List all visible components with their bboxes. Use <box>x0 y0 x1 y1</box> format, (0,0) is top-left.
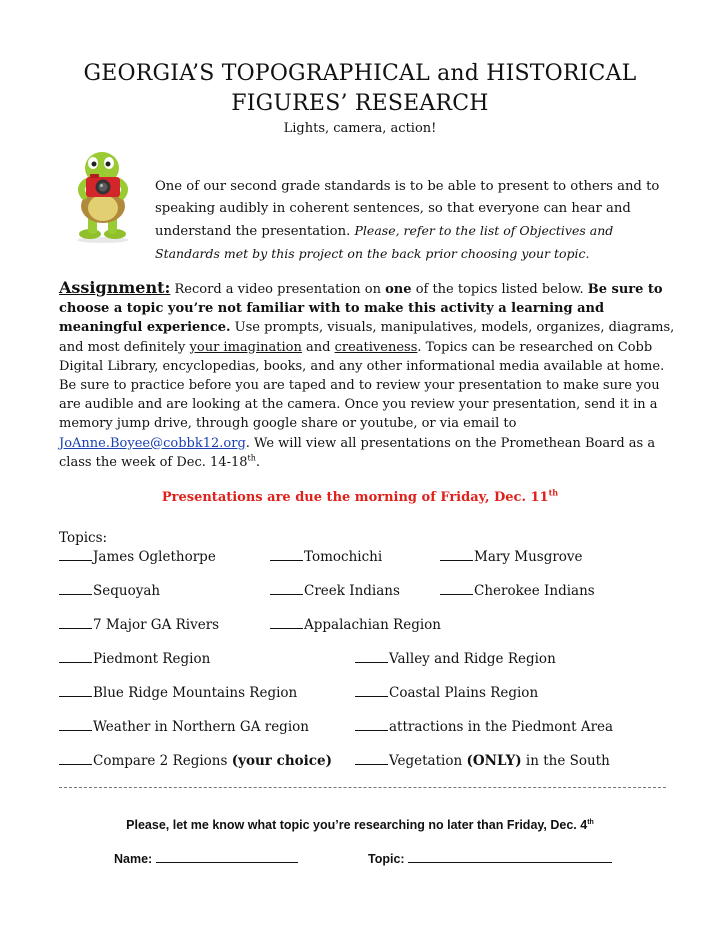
assignment-text-4: . Topics can be researched on Cobb Digital Library, encyclopedias, books, and any other informational media available at home. Be sure to practice before you are taped and to review your presentation to make sure you are audible and are looking at the camera. Once you review your presentation, send it in a memory jump drive, through google share or youtube, or via email to <box>59 339 665 432</box>
assignment-emphasis-one: one <box>385 282 412 297</box>
topic-text: 7 Major GA Rivers <box>93 617 220 633</box>
topic-text: Vegetation <box>389 753 463 769</box>
topic-blank[interactable] <box>440 559 473 561</box>
topic-text: Appalachian Region <box>304 617 441 633</box>
topic-blank[interactable] <box>270 593 303 595</box>
topic-item-vegetation[interactable] <box>355 753 610 769</box>
topic-text-tail: in the South <box>525 753 610 769</box>
topic-text: Valley and Ridge Region <box>389 651 556 667</box>
topic-blank[interactable] <box>270 559 303 561</box>
topic-field[interactable] <box>368 850 612 866</box>
topic-blank[interactable] <box>59 695 92 697</box>
topic-text: Coastal Plains Region <box>389 685 539 701</box>
topic-item[interactable] <box>59 651 210 667</box>
topic-item[interactable] <box>270 583 400 599</box>
assignment-sup: th <box>247 453 256 463</box>
name-label: Name: <box>114 852 153 866</box>
due-text: Presentations are due the morning of Friday, Dec. 11 <box>161 490 549 505</box>
assignment-paragraph <box>59 278 676 472</box>
topic-item[interactable] <box>270 549 382 565</box>
title-line-2: FIGURES’ RESEARCH <box>231 91 489 116</box>
subtitle: Lights, camera, action! <box>283 121 437 136</box>
topic-text-bold: (your choice) <box>231 753 332 769</box>
assignment-emphasis-choose: Be sure to choose a topic you’re not familiar with to make this activity a learning and meaningful experience. <box>59 282 663 336</box>
topic-item[interactable] <box>59 549 216 565</box>
due-date-notice <box>0 487 720 505</box>
footer-text: Please, let me know what topic you’re researching no later than Friday, Dec. 4 <box>126 818 588 832</box>
topic-text: Creek Indians <box>304 583 400 599</box>
assignment-creativeness: creativeness <box>334 339 418 355</box>
topic-blank[interactable] <box>59 661 92 663</box>
topic-item[interactable] <box>355 719 613 735</box>
topic-item[interactable] <box>59 617 219 633</box>
topic-item[interactable] <box>59 719 309 735</box>
topic-label: Topic: <box>368 852 405 866</box>
assignment-imagination: your imagination <box>189 339 302 355</box>
email-link[interactable]: JoAnne.Boyee@cobbk12.org <box>59 435 246 451</box>
turtle-camera-illustration <box>62 148 144 244</box>
topic-blank[interactable] <box>355 729 388 731</box>
assignment-text-2: of the topics listed below. <box>415 282 584 297</box>
topic-item[interactable] <box>355 685 538 701</box>
intro-paragraph <box>155 176 675 266</box>
assignment-label: Assignment: <box>59 278 171 297</box>
topic-blank[interactable] <box>440 593 473 595</box>
topic-item[interactable] <box>440 583 595 599</box>
topic-item-compare-regions[interactable] <box>59 753 332 769</box>
topic-blank[interactable] <box>59 559 92 561</box>
topic-text: Weather in Northern GA region <box>93 719 309 735</box>
topic-text: Piedmont Region <box>93 651 211 667</box>
assignment-text-5: . We will view all presentations on the Promethean Board as a class the week of Dec. 14-18 <box>59 435 656 470</box>
intro-text: One of our second grade standards is to be able to present to others and to speaking audibly in coherent sentences, so that everyone can hear and understand the presentation. <box>155 179 660 239</box>
topic-text: Sequoyah <box>93 583 161 599</box>
assignment-text-and: and <box>306 339 331 355</box>
topic-blank[interactable] <box>270 627 303 629</box>
topic-blank[interactable] <box>59 729 92 731</box>
topic-blank[interactable] <box>355 763 388 765</box>
name-line[interactable] <box>156 850 298 863</box>
topic-line[interactable] <box>408 850 612 863</box>
intro-note: Please, refer to the list of Objectives and Standards met by this project on the back prior choosing your topic. <box>155 223 614 261</box>
topic-blank[interactable] <box>355 661 388 663</box>
topic-item[interactable] <box>355 651 556 667</box>
footer-request <box>0 818 720 832</box>
topic-blank[interactable] <box>59 627 92 629</box>
name-field[interactable] <box>114 850 298 866</box>
topic-text: Blue Ridge Mountains Region <box>93 685 298 701</box>
topic-item[interactable] <box>440 549 583 565</box>
topic-item[interactable] <box>59 685 297 701</box>
topic-text: Mary Musgrove <box>474 549 583 565</box>
topic-blank[interactable] <box>59 763 92 765</box>
topic-blank[interactable] <box>355 695 388 697</box>
assignment-text-3: Use prompts, visuals, manipulatives, models, organizes, diagrams, and most definitely <box>59 320 675 355</box>
topic-text-bold: (ONLY) <box>466 753 522 769</box>
due-sup: th <box>548 487 559 498</box>
cut-line-divider <box>59 787 666 788</box>
topic-text: Cherokee Indians <box>474 583 595 599</box>
topic-text: James Oglethorpe <box>93 549 216 565</box>
topic-text: Tomochichi <box>304 549 383 565</box>
topic-text: attractions in the Piedmont Area <box>389 719 614 735</box>
assignment-text-1: Record a video presentation on <box>174 282 381 297</box>
assignment-text-end: . <box>255 454 261 470</box>
topic-item[interactable] <box>59 583 160 599</box>
topic-item[interactable] <box>270 617 441 633</box>
title-line-1: GEORGIA’S TOPOGRAPHICAL and HISTORICAL <box>83 61 637 86</box>
topic-blank[interactable] <box>59 593 92 595</box>
topics-label: Topics: <box>59 530 108 546</box>
topic-text: Compare 2 Regions <box>93 753 228 769</box>
footer-sup: th <box>587 818 594 826</box>
